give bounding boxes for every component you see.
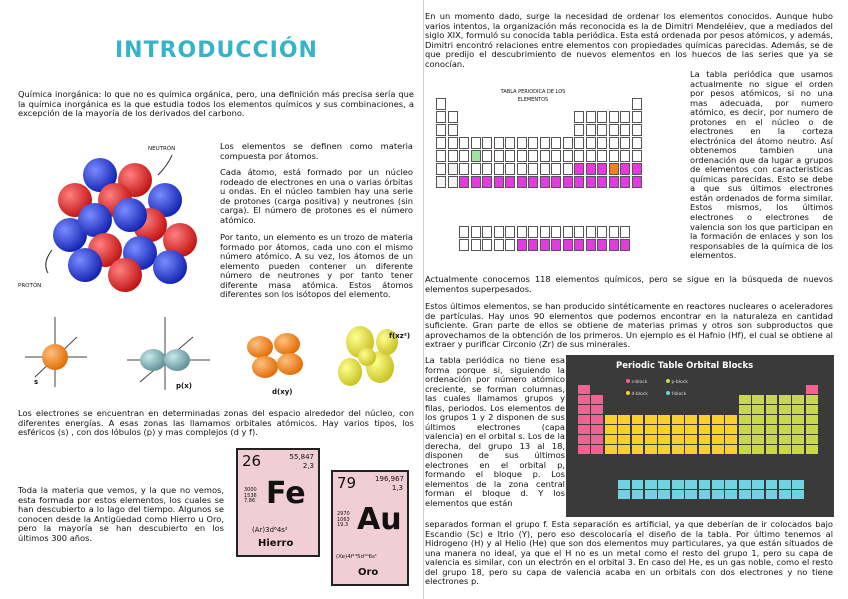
periodic-table-cell	[574, 124, 584, 136]
orbital-blocks-table	[566, 355, 834, 517]
periodic-table-cell	[482, 226, 492, 238]
orbital-block-cell	[806, 445, 818, 454]
orbital-block-cell	[792, 425, 804, 434]
periodic-table-cell	[620, 226, 630, 238]
periodic-table-cell	[609, 150, 619, 162]
orbital-block-cell	[766, 395, 778, 404]
orbital-block-cell	[672, 425, 684, 434]
orbital-block-cell	[766, 435, 778, 444]
orbital-block-cell	[591, 415, 603, 424]
periodic-table-cell	[505, 239, 515, 251]
orbital-block-cell	[725, 435, 737, 444]
orbital-block-cell	[658, 445, 670, 454]
orbital-block-cell	[712, 445, 724, 454]
periodic-table-cell	[436, 150, 446, 162]
periodic-table-cell	[494, 226, 504, 238]
periodic-table-cell	[436, 111, 446, 123]
orbital-label-p: p(x)	[176, 382, 192, 390]
orbital-block-cell	[792, 395, 804, 404]
orbital-block-cell	[658, 480, 670, 489]
orbital-block-cell	[632, 490, 644, 499]
periodic-table-cell	[597, 150, 607, 162]
page-title: INTRODUCCIÓN	[115, 38, 318, 63]
periodic-table-cell	[586, 226, 596, 238]
orbital-block-cell	[591, 395, 603, 404]
periodic-table-cell	[528, 226, 538, 238]
periodic-table-cell	[459, 226, 469, 238]
periodic-table-title: TABLA PERIODICA DE LOS ELEMENTOS	[500, 89, 566, 103]
periodic-table-cell	[459, 137, 469, 149]
periodic-table-cell	[551, 137, 561, 149]
periodic-table-cell	[597, 111, 607, 123]
periodic-table-cell	[505, 163, 515, 175]
orbital-block-cell	[779, 445, 791, 454]
118-paragraph: Actualmente conocemos 118 elementos químicos, pero se sigue en la búsqueda de nuevos elementos superpesados.	[425, 274, 833, 294]
orbital-block-cell	[672, 480, 684, 489]
orbital-block-cell	[779, 395, 791, 404]
periodic-table-cell	[551, 239, 561, 251]
periodic-table-cell	[597, 163, 607, 175]
periodic-table-cell	[494, 176, 504, 188]
periodic-table-cell	[620, 150, 630, 162]
orbital-block-cell	[712, 425, 724, 434]
orbital-block-cell	[632, 480, 644, 489]
periodic-table-cell	[471, 137, 481, 149]
orbital-block-cell	[766, 405, 778, 414]
final-paragraph: separados forman el grupo f. Esta separación es artificial, ya que deberían de ir colocados bajo Escandio (Sc) e Itrio (Y), pero eso descolocaría el diseño de la tabla. Por último tenemos al Hidrogeno (H) y al Helio (He) que son dos elementos muy particulares, ya que están situados de una manera no ideal, ya que el H no es un metal como el resto del grupo 1, pero su capa de valencia es similar, con un electrón en el orbital 3. En caso del He, es un gas noble, como el resto del grupo 18, pero su capa de valencia acaba en un orbitals con dos electrones y no tiene electrones p.	[425, 519, 833, 587]
neutron-label: NEUTRÓN	[148, 146, 176, 152]
orbital-label-f: f(xz²)	[389, 332, 411, 340]
d-orbital-icon	[247, 333, 303, 378]
periodic-table-cell	[632, 176, 642, 188]
periodic-table-cell	[528, 176, 538, 188]
legend-d: d-block	[631, 392, 648, 397]
orbital-block-cell	[739, 425, 751, 434]
periodic-table-cell	[482, 137, 492, 149]
periodic-table-cell	[586, 176, 596, 188]
orbital-block-cell	[725, 445, 737, 454]
s-orbital-icon	[25, 317, 87, 387]
periodic-table-cell	[528, 163, 538, 175]
periodic-table-cell	[436, 176, 446, 188]
orbital-block-cell	[578, 405, 590, 414]
legend-f: f-block	[671, 392, 687, 397]
orbital-block-cell	[752, 415, 764, 424]
mendeleiev-paragraph: En un momento dado, surge la necesidad de ordenar los elementos conocidos. Aunque hubo varios intentos, la organización más reconocida es la de Dimitri Mendeléiev, que a mediados del siglo XIX, formuló su conocida tabla periódica. Esta está ordenada por pesos atómicos, y además, Dimitri encontró relaciones entre elementos con propiedades químicas parecidas. Además, se de que predijo el descubrimiento de nuevos elementos en los huecos de las series que ya se conocían.	[425, 11, 833, 69]
periodic-table-cell	[436, 163, 446, 175]
p-orbital-icon	[127, 317, 210, 390]
orbital-block-cell	[672, 445, 684, 454]
periodic-table-cell	[482, 176, 492, 188]
orbital-block-cell	[739, 415, 751, 424]
orbital-block-cell	[779, 480, 791, 489]
orbital-block-cell	[699, 480, 711, 489]
orbital-block-cell	[766, 415, 778, 424]
periodic-table-cell	[597, 124, 607, 136]
orbital-block-cell	[725, 425, 737, 434]
orbital-block-cell	[658, 435, 670, 444]
periodic-table-cell	[505, 226, 515, 238]
fe-config: (Ar)3d⁶4s²	[252, 526, 288, 534]
orbital-block-cell	[672, 415, 684, 424]
orbital-block-cell	[632, 415, 644, 424]
orbital-block-cell	[618, 445, 630, 454]
column-divider	[423, 0, 424, 599]
periodic-table-cell	[494, 239, 504, 251]
orbital-block-cell	[605, 415, 617, 424]
periodic-table-cell	[563, 239, 573, 251]
orbital-block-cell	[712, 415, 724, 424]
periodic-table-cell	[517, 226, 527, 238]
historia-paragraph: Toda la materia que vemos, y la que no vemos, esta formada por estos elementos, los cuales se han descubierto a lo lago del tiempo. Algunos se conocen desde la Antigüedad como Hierro u Oro, pero la mayoría se han descubierto en los últimos 300 años.	[18, 485, 224, 543]
au-number: 79	[337, 474, 357, 492]
periodic-table-cell	[482, 239, 492, 251]
orbitales-paragraph: Los electrones se encuentran en determinadas zonas del espacio alrededor del núcleo, con diferentes energías. A esas zonas las llamamos orbitales atómicos. Hay varios tipos, los esféricos (s) , con dos lóbulos (p) y mas complejos (d y f).	[18, 408, 414, 438]
periodic-table-cell	[551, 163, 561, 175]
orbital-block-cell	[578, 445, 590, 454]
periodic-table-cell	[609, 163, 619, 175]
orbital-block-cell	[779, 415, 791, 424]
periodic-table-cell	[574, 176, 584, 188]
orbital-block-cell	[752, 490, 764, 499]
periodic-table-cell	[517, 150, 527, 162]
element-card-au	[331, 470, 409, 586]
periodic-table-cell	[505, 150, 515, 162]
element-card-fe	[236, 448, 320, 557]
periodic-table-cell	[597, 226, 607, 238]
orbital-block-cell	[685, 445, 697, 454]
orbital-blocks-title: Periodic Table Orbital Blocks	[616, 361, 754, 371]
orbital-block-cell	[766, 490, 778, 499]
legend-p: p-block	[671, 380, 688, 385]
orbital-block-cell	[645, 435, 657, 444]
orbital-block-cell	[779, 435, 791, 444]
orbital-block-cell	[725, 480, 737, 489]
periodic-table-cell	[574, 163, 584, 175]
periodic-table-cell	[517, 163, 527, 175]
orbital-block-cell	[578, 435, 590, 444]
periodic-table-cell	[436, 124, 446, 136]
orbital-block-cell	[672, 490, 684, 499]
orbital-block-cell	[632, 425, 644, 434]
orbital-block-cell	[712, 435, 724, 444]
orbital-block-cell	[591, 435, 603, 444]
au-symbol: Au	[357, 502, 402, 537]
orbital-block-cell	[766, 480, 778, 489]
orbital-block-cell	[739, 395, 751, 404]
periodic-table-cell	[540, 239, 550, 251]
orbital-block-cell	[806, 435, 818, 444]
elemento-paragraph: Por tanto, un elemento es un trozo de materia formado por átomos, cada uno con el mismo número atómico. A su vez, los átomos de un elemento pueden contener un diferente número de neutrones y por tanto tener diferente masa atómica. Estos átomos diferentes son los isótopos del elemento.	[220, 232, 413, 300]
au-config: (Xe)4f¹⁴5d¹⁰6s¹	[336, 554, 378, 560]
periodic-table-cell	[459, 150, 469, 162]
periodic-table-cell	[448, 137, 458, 149]
periodic-table-cell	[471, 176, 481, 188]
periodic-table-cell	[459, 176, 469, 188]
periodic-table-cell	[620, 137, 630, 149]
periodic-table-cell	[632, 124, 642, 136]
orbital-block-cell	[752, 435, 764, 444]
periodic-table-cell	[471, 239, 481, 251]
orbital-block-cell	[618, 490, 630, 499]
periodic-table-cell	[494, 137, 504, 149]
tabla-paragraph: La tabla periódica que usamos actualmente no sigue el orden por pesos atómicos, si no una mas adecuada, por numero atómico, es decir, por numero de protones en el núcleo o de electrones en la corteza electrónica del átomo neutro. Así obtenemos tambien una ordenación que da lugar a grupos de elementos con caracteristicas químicas parecidas. Esto se debe a que sus últimos electrones están ordenados de forma similar. Estos mismos, los últimos electrones o electrones de valencia son los que participan en la formación de enlaces y son los responsables de la química de los elementos.	[690, 69, 833, 261]
periodic-table-figure	[428, 80, 686, 265]
periodic-table-cell	[448, 176, 458, 188]
orbital-block-cell	[766, 425, 778, 434]
orbital-block-cell	[685, 490, 697, 499]
periodic-table-cell	[574, 137, 584, 149]
periodic-table-cell	[459, 239, 469, 251]
au-mass: 196,967	[375, 475, 404, 483]
orbital-block-cell	[605, 435, 617, 444]
periodic-table-cell	[574, 226, 584, 238]
orbital-block-cell	[806, 415, 818, 424]
orbital-block-cell	[658, 425, 670, 434]
orbital-block-cell	[618, 415, 630, 424]
periodic-table-cell	[505, 137, 515, 149]
orbital-block-cell	[685, 415, 697, 424]
orbital-block-cell	[605, 425, 617, 434]
orbital-block-cell	[578, 425, 590, 434]
periodic-table-cell	[448, 163, 458, 175]
periodic-table-cell	[620, 239, 630, 251]
orbital-block-cell	[792, 405, 804, 414]
orbital-block-cell	[645, 415, 657, 424]
periodic-table-cell	[632, 111, 642, 123]
orbital-block-cell	[645, 480, 657, 489]
periodic-table-cell	[471, 163, 481, 175]
orbital-block-cell	[591, 445, 603, 454]
periodic-table-cell	[459, 163, 469, 175]
sinteticos-paragraph: Estos últimos elementos, se han producido sintéticamente en reactores nucleares o aceleradores de partículas. Hay unos 90 elementos que podemos encontrar en la naturaleza en cantidad suficiente. Gran parte de ellos se obtiene de materias primas y otros son subproductos que aprovechamos de la obtención de los primeros. Un ejemplo es el Hafnio (Hf), el cual se obtiene al extraer y purificar Circonio (Zr) de sus minerales.	[425, 301, 833, 350]
periodic-table-cell	[586, 150, 596, 162]
elementos-paragraph: Los elementos se definen como materia compuesta por átomos.	[220, 141, 413, 161]
orbital-block-cell	[792, 415, 804, 424]
orbital-block-cell	[766, 445, 778, 454]
periodic-table-cell	[528, 137, 538, 149]
orbital-block-cell	[645, 425, 657, 434]
orbital-block-cell	[645, 490, 657, 499]
periodic-table-cell	[620, 163, 630, 175]
orbital-block-cell	[792, 480, 804, 489]
periodic-table-cell	[586, 137, 596, 149]
periodic-table-cell	[471, 150, 481, 162]
periodic-table-cell	[448, 150, 458, 162]
fe-name: Hierro	[258, 538, 294, 549]
orbital-block-cell	[591, 425, 603, 434]
orbital-block-cell	[685, 435, 697, 444]
periodic-table-cell	[540, 150, 550, 162]
periodic-table-cell	[528, 239, 538, 251]
periodic-table-cell	[563, 163, 573, 175]
orbital-block-cell	[645, 445, 657, 454]
periodic-table-cell	[505, 176, 515, 188]
periodic-table-cell	[620, 111, 630, 123]
orbital-label-d: d(xy)	[272, 388, 293, 396]
orbital-label-s: s	[34, 378, 39, 386]
orbital-block-cell	[699, 415, 711, 424]
orbital-block-cell	[752, 480, 764, 489]
periodic-table-cell	[517, 137, 527, 149]
orbital-block-cell	[806, 425, 818, 434]
periodic-table-cell	[551, 226, 561, 238]
orbital-block-cell	[725, 415, 737, 424]
periodic-table-cell	[620, 124, 630, 136]
au-valence: 1,3	[391, 484, 403, 492]
periodic-table-cell	[563, 137, 573, 149]
orbital-block-cell	[605, 445, 617, 454]
orbital-block-cell	[632, 445, 644, 454]
periodic-table-cell	[540, 137, 550, 149]
periodic-table-cell	[528, 150, 538, 162]
periodic-table-cell	[609, 226, 619, 238]
periodic-table-cell	[609, 137, 619, 149]
periodic-table-cell	[563, 176, 573, 188]
orbital-block-cell	[699, 435, 711, 444]
orbital-block-cell	[591, 405, 603, 414]
orbital-block-cell	[739, 490, 751, 499]
periodic-table-cell	[551, 176, 561, 188]
periodic-table-cell	[448, 111, 458, 123]
orbital-block-cell	[792, 445, 804, 454]
au-name: Oro	[358, 567, 379, 578]
orbital-block-cell	[806, 395, 818, 404]
orbital-block-cell	[699, 445, 711, 454]
atomo-paragraph: Cada átomo, está formado por un núcleo rodeado de electrones en una o varias órbitas u ondas. En el núcleo tambien hay una serie de protones (carga positiva) y neutrones (sin carga). El número de protones es el número atómico.	[220, 167, 413, 225]
orbital-block-cell	[578, 395, 590, 404]
periodic-table-cell	[482, 150, 492, 162]
periodic-table-cell	[574, 239, 584, 251]
periodic-table-cell	[517, 239, 527, 251]
periodic-table-cell	[494, 163, 504, 175]
orbital-block-cell	[792, 490, 804, 499]
fe-mass: 55,847	[289, 453, 314, 461]
au-side-data: 2970 1063 19,3	[337, 511, 350, 528]
nucleus-illustration	[20, 145, 220, 295]
periodic-table-cell	[436, 137, 446, 149]
orbital-block-cell	[672, 435, 684, 444]
periodic-table-cell	[597, 137, 607, 149]
fe-valence: 2,3	[302, 462, 314, 470]
periodic-table-cell	[632, 98, 642, 110]
orbital-block-cell	[618, 480, 630, 489]
periodic-table-cell	[436, 98, 446, 110]
orbital-block-cell	[699, 490, 711, 499]
orbital-block-cell	[578, 385, 590, 394]
periodic-table-cell	[609, 124, 619, 136]
periodic-table-cell	[632, 150, 642, 162]
periodic-table-cell	[494, 150, 504, 162]
periodic-table-cell	[586, 239, 596, 251]
periodic-table-cell	[540, 163, 550, 175]
orbital-blocks-grid	[566, 355, 834, 517]
periodic-table-cell	[597, 176, 607, 188]
periodic-table-cell	[632, 163, 642, 175]
orbital-block-cell	[752, 445, 764, 454]
periodic-table-cell	[597, 239, 607, 251]
periodic-table-cell	[574, 150, 584, 162]
fe-side-data: 3000 1536 7,86	[244, 487, 257, 504]
periodic-table-cell	[586, 111, 596, 123]
orbital-block-cell	[739, 445, 751, 454]
periodic-table-cell	[563, 150, 573, 162]
periodic-table-grid	[428, 80, 686, 265]
orbital-block-cell	[792, 435, 804, 444]
orbital-block-cell	[779, 405, 791, 414]
orbital-block-cell	[779, 490, 791, 499]
orbital-block-cell	[725, 490, 737, 499]
orbital-block-cell	[752, 395, 764, 404]
orbital-block-cell	[618, 435, 630, 444]
orbital-block-cell	[739, 435, 751, 444]
periodic-table-cell	[471, 226, 481, 238]
orbital-block-cell	[779, 425, 791, 434]
orbital-block-cell	[752, 405, 764, 414]
orbital-block-cell	[806, 385, 818, 394]
orbitals-illustration	[15, 312, 415, 402]
periodic-table-cell	[620, 176, 630, 188]
orbital-block-cell	[712, 490, 724, 499]
orbital-block-cell	[752, 425, 764, 434]
orbital-block-cell	[806, 405, 818, 414]
periodic-table-cell	[586, 163, 596, 175]
periodic-table-cell	[586, 124, 596, 136]
periodic-table-cell	[551, 150, 561, 162]
periodic-table-cell	[540, 176, 550, 188]
orbital-block-cell	[632, 435, 644, 444]
orbital-block-cell	[658, 415, 670, 424]
orbital-block-cell	[739, 405, 751, 414]
periodic-table-cell	[482, 163, 492, 175]
periodic-table-cell	[632, 137, 642, 149]
orbital-block-cell	[685, 480, 697, 489]
legend-s: s-block	[631, 380, 648, 385]
fe-number: 26	[242, 452, 262, 470]
periodic-table-cell	[540, 226, 550, 238]
intro-paragraph: Química inorgánica: lo que no es química orgánica, pero, una definición más precisa sería que la química inorgánica es la que estudia todos los elementos químicos y sus combinaciones, a excepción de la mayoría de los derivados del carbono.	[18, 89, 414, 119]
periodic-table-cell	[574, 111, 584, 123]
periodic-table-cell	[609, 111, 619, 123]
orbital-block-cell	[578, 415, 590, 424]
periodic-table-cell	[609, 176, 619, 188]
orbital-block-cell	[739, 480, 751, 489]
periodic-table-cell	[448, 124, 458, 136]
orbital-block-cell	[618, 425, 630, 434]
orbital-block-cell	[699, 425, 711, 434]
orbital-block-cell	[658, 490, 670, 499]
orden-paragraph: La tabla periódica no tiene esa forma porque si, siguiendo la ordenación por número atómico creciente, se forman columnas, las cuales llamamos grupos y filas, periodos. Los elementos de los grupos 1 y 2 disponen de sus últimos electrones (capa valencia) en el orbital s. Los de la derecha, del grupo 13 al 18, disponen de sus últimos electrones en el orbital p, formando el bloque p. Los elementos de la zona central forman el bloque d. Y los elementos que están	[425, 355, 565, 508]
periodic-table-cell	[517, 176, 527, 188]
periodic-table-cell	[563, 226, 573, 238]
orbital-block-cell	[712, 480, 724, 489]
periodic-table-cell	[609, 239, 619, 251]
orbital-block-cell	[685, 425, 697, 434]
fe-symbol: Fe	[266, 476, 306, 511]
proton-label: PROTÓN	[18, 283, 42, 289]
